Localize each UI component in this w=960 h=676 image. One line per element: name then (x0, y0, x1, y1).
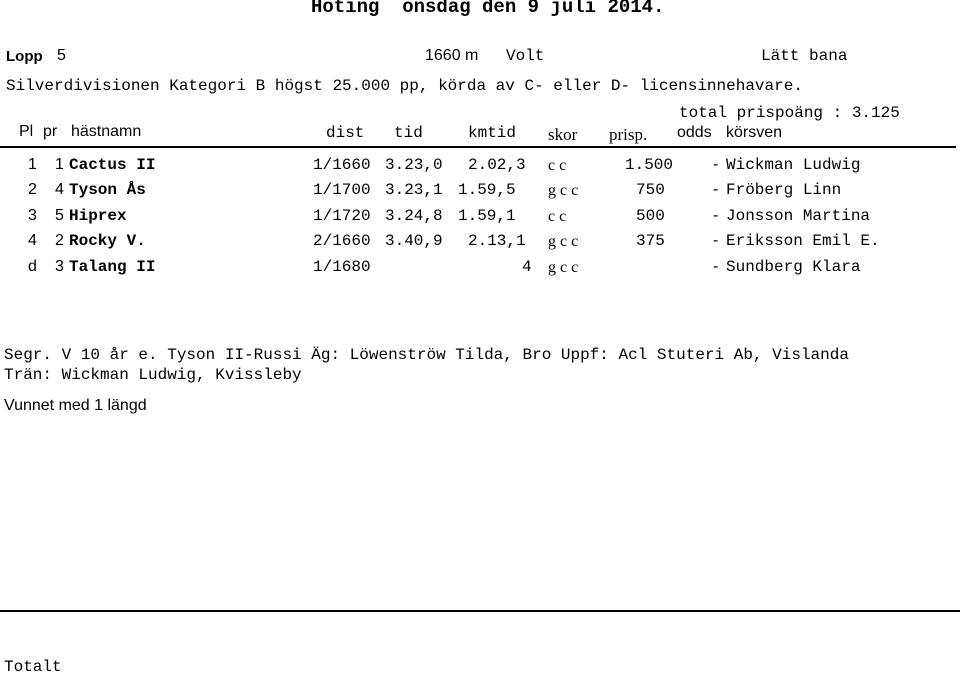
cell-horse: Rocky V. (69, 232, 146, 250)
cell-driver: Fröberg Linn (726, 181, 842, 199)
col-pr: pr (43, 123, 58, 140)
cell-driver: Eriksson Emil E. (726, 232, 880, 250)
cell-pl: 4 (28, 232, 37, 249)
col-pl: Pl (19, 123, 34, 140)
cell-horse: Talang II (69, 258, 156, 276)
col-tid: tid (394, 124, 423, 142)
cell-driver: Jonsson Martina (726, 207, 871, 225)
cell-kmtid: 4 (522, 258, 532, 276)
cell-pr: 2 (55, 232, 64, 249)
cell-skor: g c c (548, 233, 579, 250)
total-prize: total prispoäng : 3.125 (679, 104, 900, 122)
cell-horse: Tyson Ås (69, 181, 146, 199)
race-distance: 1660 m (425, 47, 479, 64)
cell-odds: - (713, 258, 719, 275)
cell-pr: 3 (55, 258, 64, 275)
cell-kmtid: 2.02,3 (468, 156, 526, 174)
cell-skor: c c (548, 157, 567, 174)
cell-skor: c c (548, 208, 567, 225)
cell-odds: - (713, 181, 719, 198)
cell-odds: - (713, 232, 719, 249)
cell-horse: Cactus II (69, 156, 156, 174)
cell-pl: 3 (28, 207, 37, 224)
race-description: Silverdivisionen Kategori B högst 25.000 pp, körda av C- eller D- licensinnehavare. (6, 77, 803, 95)
cell-skor: g c c (548, 182, 579, 199)
cell-prisp: 750 (636, 181, 665, 199)
track-condition: Lätt bana (761, 47, 848, 65)
cell-tid: 3.40,9 (385, 232, 443, 250)
cell-prisp: 375 (636, 232, 665, 250)
winning-margin: Vunnet med 1 längd (4, 397, 147, 414)
col-name: hästnamn (71, 123, 142, 140)
cell-odds: - (713, 207, 719, 224)
cell-dist: 2/1660 (313, 232, 371, 250)
cell-odds: - (713, 156, 719, 173)
page-title: Hoting onsdag den 9 juli 2014. (311, 0, 665, 18)
cell-pr: 1 (55, 156, 64, 173)
cell-driver: Wickman Ludwig (726, 156, 861, 174)
cell-pl: 2 (28, 181, 37, 198)
race-type: Volt (506, 47, 545, 65)
col-driver: körsven (726, 124, 783, 141)
total-label: Totalt (4, 658, 62, 676)
cell-dist: 1/1720 (313, 207, 371, 225)
col-skor: skor (548, 125, 578, 144)
cell-tid: 3.23,1 (385, 181, 443, 199)
cell-prisp: 500 (636, 207, 665, 225)
cell-pr: 4 (55, 181, 64, 198)
cell-pl: 1 (28, 156, 37, 173)
cell-driver: Sundberg Klara (726, 258, 861, 276)
cell-dist: 1/1680 (313, 258, 371, 276)
col-dist: dist (326, 124, 365, 142)
header-divider (0, 146, 956, 148)
col-kmtid: kmtid (468, 124, 517, 142)
col-prisp: prisp. (609, 125, 648, 144)
cell-tid: 3.23,0 (385, 156, 443, 174)
race-number: 5 (57, 47, 66, 64)
winner-trainer: Trän: Wickman Ludwig, Kvissleby (4, 366, 302, 384)
footer-divider (0, 610, 960, 612)
cell-horse: Hiprex (69, 207, 127, 225)
winner-pedigree: Segr. V 10 år e. Tyson II-Russi Äg: Löwenströw Tilda, Bro Uppf: Acl Stuteri Ab, Vislanda (4, 346, 849, 364)
cell-prisp: 1.500 (625, 156, 674, 174)
cell-kmtid: 2.13,1 (468, 232, 526, 250)
cell-kmtid: 1.59,5 (458, 181, 516, 199)
cell-dist: 1/1700 (313, 181, 371, 199)
cell-skor: g c c (548, 259, 579, 276)
cell-kmtid: 1.59,1 (458, 207, 516, 225)
cell-dist: 1/1660 (313, 156, 371, 174)
cell-pl: d (28, 258, 37, 275)
cell-tid: 3.24,8 (385, 207, 443, 225)
col-odds: odds (677, 124, 712, 141)
race-label: Lopp (6, 48, 43, 65)
cell-pr: 5 (55, 207, 64, 224)
